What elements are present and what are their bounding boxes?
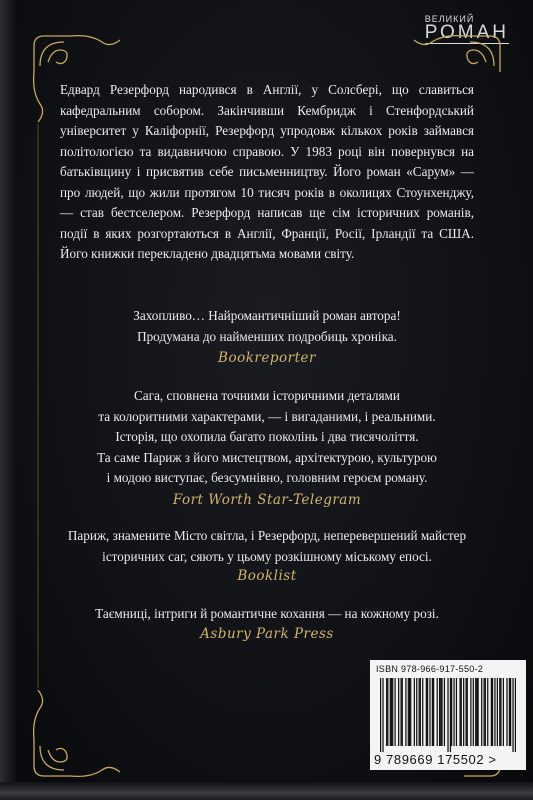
- barcode-bar: [386, 678, 387, 746]
- barcode-bar: [422, 678, 423, 746]
- barcode-bar: [419, 678, 420, 746]
- barcode-bar: [444, 678, 445, 746]
- author-biography: Едвард Резерфорд народився в Англії, у Солсбері, що славиться кафедральним собором. Закінчивши Кембридж і Стенфордський університет у Каліфорнії, Резерфорд упродовж кількох років займався політологією та видавничою справою. У 1983 році він повернувся на батьківщину і присвятив себе письменництву. Його роман «Сарум» — про людей, що жили протягом 10 тисяч років в околицях Стоунхенджу, — став бестселером. Резерфорд написав ще сім історичних романів, події в яких розгортаються в Англії, Франції, Росії, Ірландії та США. Його книжки перекладено двадцятьма мовами світу.: [60, 82, 474, 261]
- barcode-bar: [402, 678, 403, 746]
- barcode-bar: [410, 678, 411, 746]
- barcode-bar: [476, 678, 477, 746]
- barcode-bar: [398, 678, 399, 746]
- barcode-digits: 9 789669 175502 >: [374, 752, 497, 767]
- barcode-bar: [510, 678, 511, 746]
- barcode-bar: [456, 678, 457, 746]
- barcode-bar: [463, 678, 464, 746]
- barcode-bar: [420, 678, 421, 746]
- barcode-bar: [408, 678, 409, 746]
- page-edge-bottom: [0, 782, 533, 800]
- barcode-bar: [485, 678, 486, 746]
- barcode-bar: [491, 678, 492, 746]
- review-source-1: Bookreporter: [218, 350, 316, 366]
- barcode-bar: [440, 678, 441, 746]
- barcode-bar: [387, 678, 388, 746]
- barcode-icon: [380, 678, 516, 752]
- barcode-bar: [450, 678, 451, 752]
- review-line: Захопливо… Найромантичніший роман автора!: [133, 308, 401, 323]
- barcode-bar: [451, 678, 452, 746]
- barcode-bar: [453, 678, 454, 746]
- barcode-bar: [509, 678, 510, 746]
- review-source-3: Booklist: [237, 568, 297, 584]
- barcode-bar: [503, 678, 504, 746]
- barcode-bar: [465, 678, 466, 746]
- barcode-bar: [494, 678, 495, 746]
- series-logo-small: ВЕЛИКИЙ: [424, 14, 475, 24]
- barcode-bar: [433, 678, 434, 746]
- barcode-bar: [382, 678, 383, 752]
- barcode-bar: [414, 678, 415, 746]
- barcode-bar: [477, 678, 478, 746]
- book-spine-edge: [0, 0, 16, 800]
- barcode-bar: [416, 678, 417, 746]
- barcode-bar: [481, 678, 482, 746]
- barcode-bar: [409, 678, 410, 746]
- barcode-bar: [426, 678, 427, 746]
- barcode-bar: [380, 678, 381, 752]
- barcode-bar: [500, 678, 501, 746]
- series-logo-big: РОМАН: [424, 22, 509, 43]
- barcode-bar: [405, 678, 406, 746]
- barcode-bar: [497, 678, 498, 746]
- barcode-bar: [392, 678, 393, 746]
- barcode-bar: [470, 678, 471, 746]
- barcode-bar: [512, 678, 513, 752]
- barcode-bar: [394, 678, 395, 746]
- review-line: Продумана до найменших подробиць хроніка.: [137, 328, 397, 344]
- barcode-bar: [515, 678, 516, 752]
- review-source-4: Asbury Park Press: [200, 626, 334, 642]
- review-line: Таємниці, інтриги й романтичне кохання — на кожному розі.: [95, 606, 439, 621]
- barcode-bar: [487, 678, 488, 746]
- review-line: та колоритними характерами, — і вигаданими, і реальними.: [98, 408, 436, 424]
- barcode-bar: [484, 678, 485, 746]
- barcode-bar: [475, 678, 476, 746]
- review-line: історичних саг, сяють у цьому розкішному міському епосі.: [102, 548, 432, 564]
- barcode-bar: [461, 678, 462, 746]
- review-line: і модою виступає, безсумнівно, головним героєм роману.: [106, 470, 428, 485]
- barcode-bar: [400, 678, 401, 746]
- barcode-bar: [467, 678, 468, 746]
- review-line: Історія, що охопила багато поколінь і два тисячоліття.: [115, 429, 419, 444]
- review-line: Париж, знамените Місто світла, і Резерфорд, неперевершений майстер: [67, 528, 467, 543]
- review-line: Та саме Париж з його мистецтвом, архітектурою, культурою: [97, 449, 437, 465]
- isbn-barcode: [370, 660, 526, 770]
- barcode-bar: [427, 678, 428, 746]
- barcode-bar: [499, 678, 500, 746]
- barcode-bar: [492, 678, 493, 746]
- barcode-bar: [391, 678, 392, 746]
- barcode-bar: [459, 678, 460, 746]
- review-quote-2: [52, 386, 482, 489]
- barcode-bar: [506, 678, 507, 746]
- barcode-bar: [390, 678, 391, 746]
- barcode-bar: [429, 678, 430, 746]
- review-quote-1: [52, 306, 482, 347]
- barcode-bar: [447, 678, 448, 752]
- barcode-bar: [441, 678, 442, 746]
- review-quote-4: [52, 604, 482, 625]
- barcode-bar: [437, 678, 438, 746]
- isbn-number: ISBN 978-966-917-550-2: [376, 664, 484, 674]
- review-source-2: Fort Worth Star-Telegram: [172, 492, 362, 508]
- barcode-bar: [439, 678, 440, 746]
- barcode-bar: [432, 678, 433, 746]
- review-quote-3: [52, 526, 482, 567]
- review-line: Сага, сповнена точними історичними деталями: [134, 388, 400, 403]
- barcode-bar: [473, 678, 474, 746]
